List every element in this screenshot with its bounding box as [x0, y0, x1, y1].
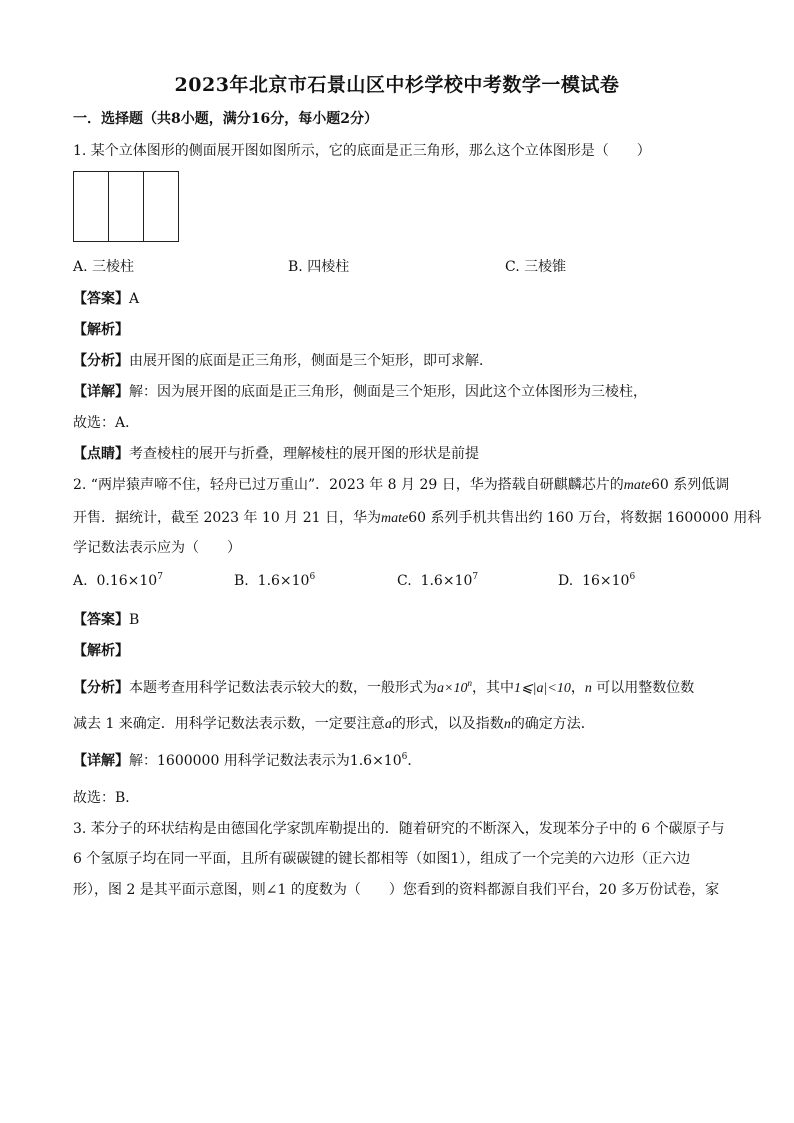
q3-stem-line3: 形），图 2 是其平面示意图，则∠1 的度数为（ ）您看到的资料都源自我们平台，20 多万份试卷，家	[73, 882, 720, 898]
option-exponent: 7	[472, 572, 479, 582]
q1-fenxi	[73, 350, 493, 370]
net-divider-2	[143, 172, 144, 241]
dianjing-tag: 【点睛】	[73, 446, 129, 462]
option-exponent: 6	[309, 572, 316, 582]
fenxi-tag: 【分析】	[73, 353, 129, 369]
q2-stem-line3: 学记数法表示应为（ ）	[73, 540, 241, 556]
q3-stem-line1: 3. 苯分子的环状结构是由德国化学家凯库勒提出的．随着研究的不断深入，发现苯分子中的 6 个碳原子与	[73, 821, 725, 837]
q2-option-c	[397, 573, 478, 589]
q2-analysis-tag	[73, 640, 129, 660]
option-label: A.	[73, 573, 88, 589]
inequality: 1⩽|a|<10	[513, 681, 571, 696]
q2-option-a	[73, 573, 163, 589]
mate-term: mate	[380, 511, 409, 526]
xiangjie-text: ．	[407, 753, 422, 769]
answer-tag: 【答案】	[73, 612, 129, 628]
q1-net-figure	[73, 171, 179, 242]
option-value: 1.6×10	[257, 573, 310, 589]
answer-value: A	[129, 291, 140, 307]
q1-option-b: B. 四棱柱	[288, 259, 350, 275]
q2-fenxi-line1	[73, 677, 694, 697]
q1-answer	[73, 288, 139, 308]
option-label: B.	[234, 573, 249, 589]
fenxi-text: ，	[570, 680, 585, 696]
q3-stem-line2: 6 个氢原子均在同一平面，且所有碳碳键的键长都相等（如图1），组成了一个完美的六边形（正六边	[73, 851, 691, 867]
option-label: C.	[397, 573, 412, 589]
mate-term: mate	[623, 478, 651, 493]
fenxi-text: 减去 1 来确定．用科学记数法表示数，一定要注意	[73, 716, 385, 732]
analysis-tag: 【解析】	[73, 643, 129, 659]
var-n: n	[584, 681, 592, 696]
option-value: 0.16×10	[96, 573, 158, 589]
var-a: a	[384, 717, 392, 732]
answer-tag: 【答案】	[73, 291, 129, 307]
formula-exponent: n	[467, 678, 472, 688]
q2-text: 60 系列手机共售出约 160 万台，将数据 1600000 用科	[408, 510, 762, 526]
formula: a×10	[437, 681, 468, 696]
q2-stem-line1	[73, 474, 729, 494]
option-value: 16×10	[582, 573, 630, 589]
xiangjie-tag: 【详解】	[73, 384, 129, 400]
q1-option-c: C. 三棱锥	[505, 259, 567, 275]
section-heading: 一．选择题（共8小题，满分16分，每小题2分）	[73, 111, 378, 127]
q1-option-a: A. 三棱柱	[73, 259, 135, 275]
fenxi-text: 的形式，以及指数	[391, 716, 504, 732]
q2-text: 2. “两岸猿声啼不住，轻舟已过万重山”．2023 年 8 月 29 日，华为搭载自研麒麟芯片的	[73, 477, 624, 493]
option-value: 1.6×10	[420, 573, 473, 589]
option-exponent: 6	[629, 572, 636, 582]
q2-text: 60 系列低调	[650, 477, 730, 493]
page-title: 2023年北京市石景山区中杉学校中考数学一模试卷	[174, 74, 620, 96]
fenxi-text: ，其中	[471, 680, 514, 696]
fenxi-tag: 【分析】	[73, 680, 129, 696]
analysis-tag: 【解析】	[73, 322, 129, 338]
q2-option-d	[558, 573, 635, 589]
option-label: D.	[558, 573, 574, 589]
formula: 1.6×10	[349, 753, 402, 769]
q2-option-b	[234, 573, 315, 589]
xiangjie-text: 解：因为展开图的底面是正三角形，侧面是三个矩形，因此这个立体图形为三棱柱，	[129, 384, 647, 400]
fenxi-text: 可以用整数位数	[591, 680, 695, 696]
fenxi-text: 的确定方法．	[510, 716, 595, 732]
answer-value: B	[129, 612, 140, 628]
q1-xiangjie	[73, 381, 647, 401]
q1-dianjing	[73, 443, 479, 463]
option-exponent: 7	[157, 572, 163, 582]
var-n: n	[503, 717, 511, 732]
q1-analysis-tag	[73, 319, 129, 339]
net-divider-1	[108, 172, 109, 241]
q2-stem-line2	[73, 507, 761, 527]
fenxi-text: 由展开图的底面是正三角形，侧面是三个矩形，即可求解．	[129, 353, 493, 369]
fenxi-text: 本题考查用科学记数法表示较大的数，一般形式为	[129, 680, 437, 696]
formula-exponent: 6	[401, 752, 408, 762]
q2-answer	[73, 609, 139, 629]
q2-text: 开售．据统计，截至 2023 年 10 月 21 日，华为	[73, 510, 381, 526]
xiangjie-text: 解：1600000 用科学记数法表示为	[129, 753, 350, 769]
q2-xiangjie	[73, 750, 421, 770]
q1-stem: 1. 某个立体图形的侧面展开图如图所示，它的底面是正三角形，那么这个立体图形是（ ）	[73, 143, 651, 159]
q2-fenxi-line2	[73, 713, 595, 733]
dianjing-text: 考查棱柱的展开与折叠，理解棱柱的展开图的形状是前提	[129, 446, 479, 462]
q1-choose: 故选：A．	[73, 415, 140, 431]
xiangjie-tag: 【详解】	[73, 753, 129, 769]
q2-choose: 故选：B．	[73, 790, 140, 806]
